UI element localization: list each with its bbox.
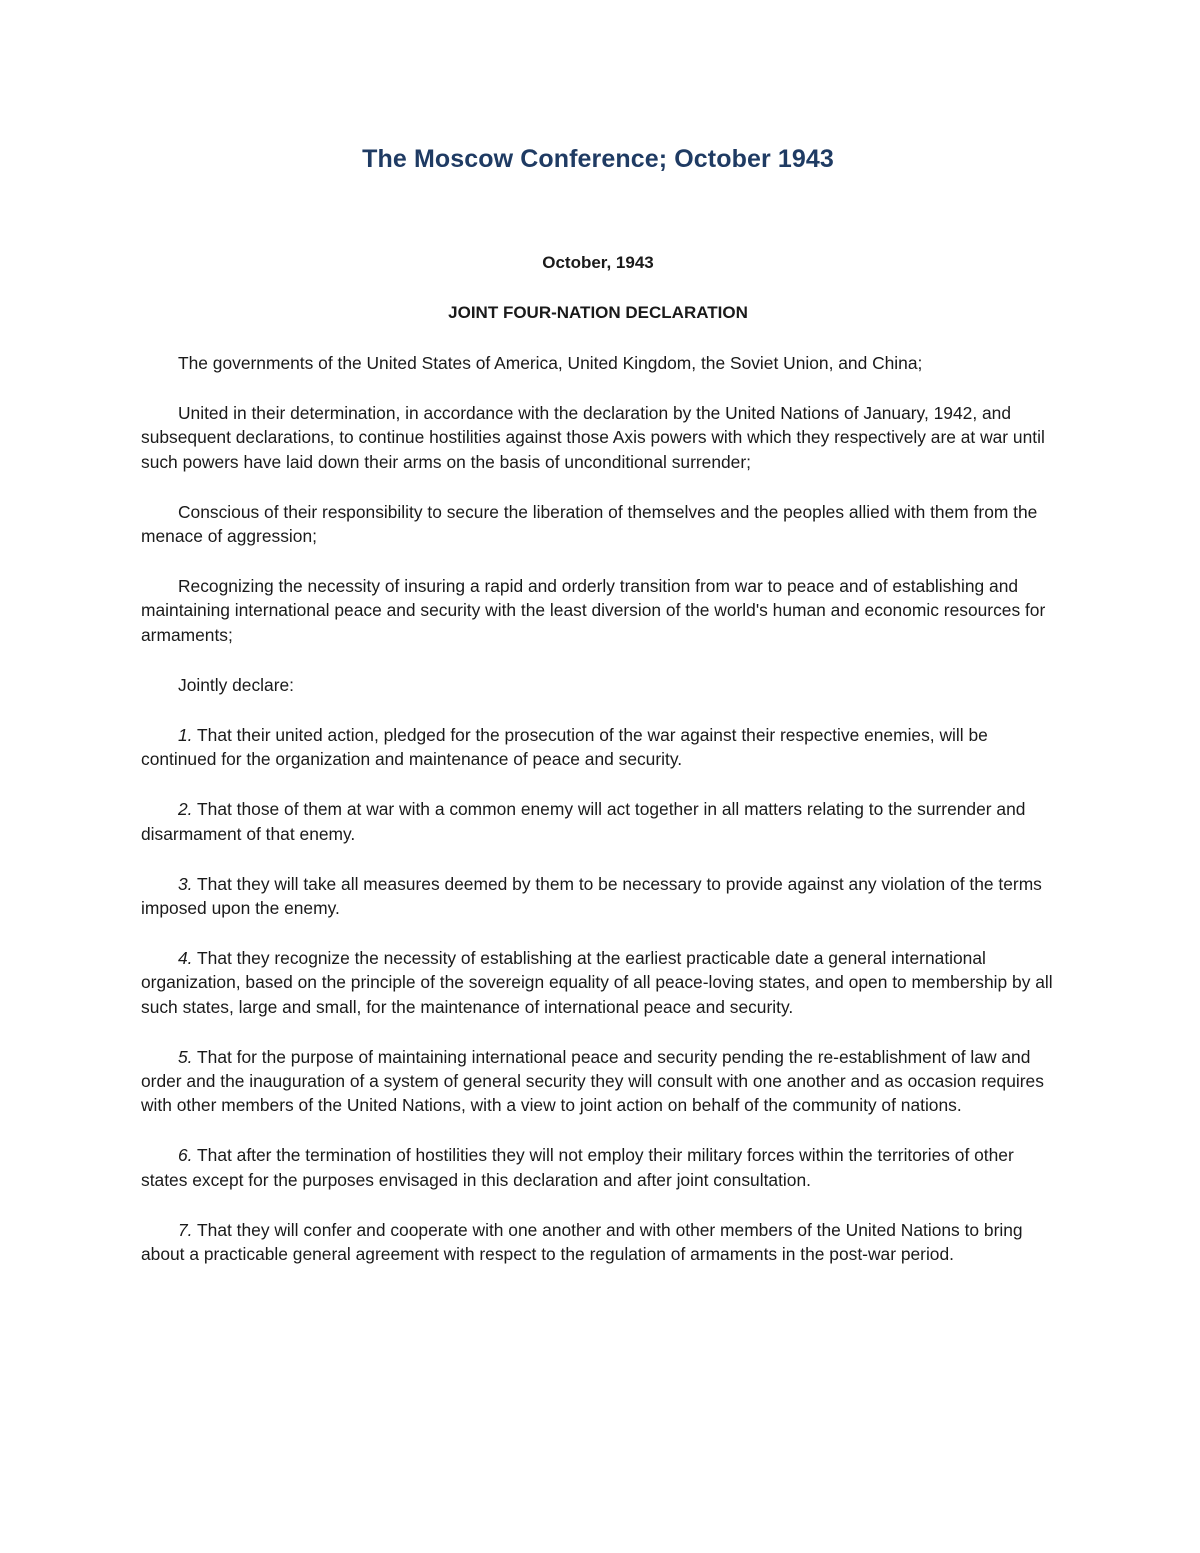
article-paragraph: [141, 872, 1055, 920]
article-text: That they recognize the necessity of establishing at the earliest practicable date a general international organization, based on the principle of the sovereign equality of all peace-loving states, and open to membership by all such states, large and small, for the maintenance of international peace and security.: [141, 948, 1053, 1017]
article-number: 4.: [178, 948, 193, 969]
article-paragraph: [141, 723, 1055, 771]
preamble-paragraph: Recognizing the necessity of insuring a rapid and orderly transition from war to peace and of establishing and maintaining international peace and security with the least diversion of the world's human and economic resources for armaments;: [141, 576, 1046, 645]
article-paragraph: [141, 1143, 1055, 1191]
jointly-declare-paragraph: Jointly declare:: [178, 674, 294, 695]
article-paragraph: [141, 797, 1055, 845]
article-text: That their united action, pledged for the prosecution of the war against their respective enemies, will be continued for the organization and maintenance of peace and security.: [141, 725, 988, 770]
article-text: That after the termination of hostilities they will not employ their military forces within the territories of other states except for the purposes envisaged in this declaration and after joint consultation.: [141, 1145, 1014, 1190]
preamble-paragraph: Conscious of their responsibility to secure the liberation of themselves and the peoples allied with them from the menace of aggression;: [141, 501, 1038, 547]
page-title: The Moscow Conference; October 1943: [362, 145, 834, 173]
article-number: 1.: [178, 725, 193, 746]
article-paragraph: [141, 1218, 1055, 1266]
declaration-heading: JOINT FOUR-NATION DECLARATION: [448, 303, 748, 322]
preamble-paragraph: The governments of the United States of America, United Kingdom, the Soviet Union, and China;: [178, 353, 923, 373]
article-text: That for the purpose of maintaining international peace and security pending the re-establishment of law and order and the inauguration of a system of general security they will consult with one another and as occasion requires with other members of the United Nations, with a view to joint action on behalf of the community of nations.: [141, 1046, 1044, 1116]
article-paragraph: [141, 946, 1055, 1019]
article-number: 5.: [178, 1046, 193, 1067]
preamble-paragraph: United in their determination, in accordance with the declaration by the United Nations of January, 1942, and subsequent declarations, to continue hostilities against those Axis powers with which they respectively are at war until such powers have laid down their arms on the basis of unconditional surrender;: [141, 403, 1045, 472]
article-number: 3.: [178, 873, 193, 894]
article-text: That they will confer and cooperate with one another and with other members of the United Nations to bring about a practicable general agreement with respect to the regulation of armaments in the post-war period.: [141, 1219, 1023, 1265]
article-paragraph: [141, 1045, 1055, 1118]
article-number: 6.: [178, 1145, 193, 1166]
document-date: October, 1943: [542, 253, 654, 272]
document-body: [141, 351, 1055, 1266]
article-number: 7.: [178, 1219, 193, 1240]
article-text: That they will take all measures deemed by them to be necessary to provide against any violation of the terms imposed upon the enemy.: [141, 873, 1042, 919]
article-number: 2.: [178, 799, 193, 820]
article-text: That those of them at war with a common enemy will act together in all matters relating to the surrender and disarmament of that enemy.: [141, 799, 1026, 844]
